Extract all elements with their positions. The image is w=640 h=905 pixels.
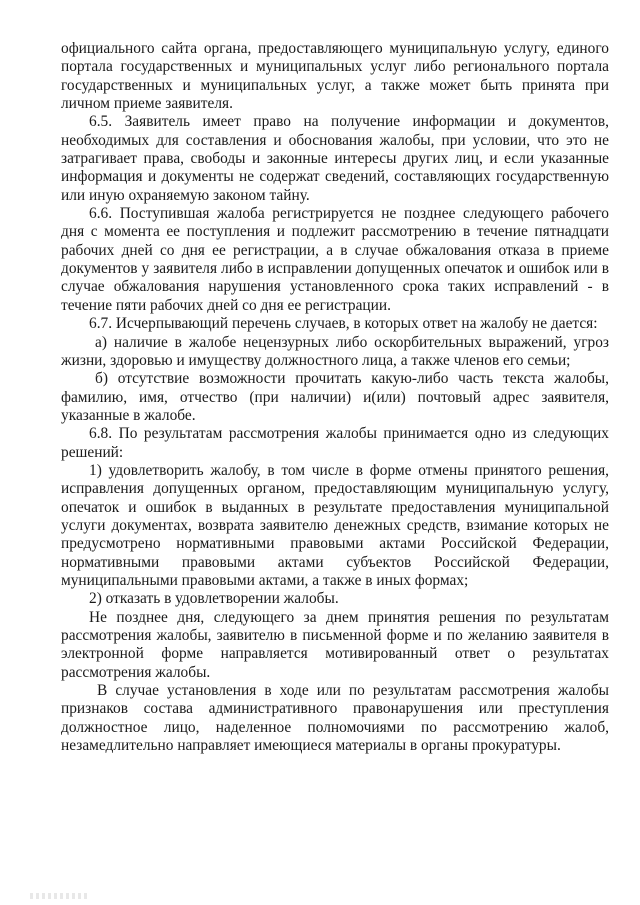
scan-artifact (30, 893, 90, 899)
list-item-b: б) отсутствие возможности прочитать какую-либо часть текста жалобы, фамилию, имя, отчество (при наличии) и(или) почтовый адрес заявителя, указанные в жалобе. (61, 370, 609, 424)
paragraph-6-6: 6.6. Поступившая жалоба регистрируется не позднее следующего рабочего дня с момента ее поступления и подлежит рассмотрению в течение пятнадцати рабочих дней со дня ее регистрации, а в случае обжалования отказа в приеме документов у заявителя либо в исправлении допущенных опечаток и ошибок или в случае обжалования нарушения установленного срока таких исправлений - в течение пяти рабочих дней со дня ее регистрации. (61, 205, 609, 314)
document-page (61, 40, 609, 755)
paragraph-6-7: 6.7. Исчерпывающий перечень случаев, в которых ответ на жалобу не дается: (89, 315, 598, 333)
list-item-a: а) наличие в жалобе нецензурных либо оскорбительных выражений, угроз жизни, здоровью и имуществу должностного лица, а также членов его семьи; (61, 333, 609, 369)
paragraph-6-8: 6.8. По результатам рассмотрения жалобы принимается одно из следующих решений: (61, 425, 609, 461)
list-item-2: 2) отказать в удовлетворении жалобы. (89, 590, 339, 608)
paragraph-6-5: 6.5. Заявитель имеет право на получение информации и документов, необходимых для составления и обоснования жалобы, при условии, что это не затрагивает права, свободы и законные интересы других лиц, и если указанные информация и документы не содержат сведений, составляющих государственную или иную охраняемую законом тайну. (61, 113, 609, 204)
paragraph-continuation: официального сайта органа, предоставляющего муниципальную услугу, единого портала государственных и муниципальных услуг либо регионального портала государственных и муниципальных услуг, а также может быть принята при личном приеме заявителя. (61, 40, 609, 113)
list-item-1: 1) удовлетворить жалобу, в том числе в форме отмены принятого решения, исправления допущенных органом, предоставляющим муниципальную услугу, опечаток и ошибок в выданных в результате предоставления муниципальной услуги документах, возврата заявителю денежных средств, взимание которых не предусмотрено нормативными правовыми актами Российской Федерации, нормативными правовыми актами субъектов Российской Федерации, муниципальными правовыми актами, а также в иных формах; (61, 461, 609, 589)
paragraph-response-deadline: Не позднее дня, следующего за днем принятия решения по результатам рассмотрения жалобы, заявителю в письменной форме и по желанию заявителя в электронной форме направляется мотивированный ответ о результатах рассмотрения жалобы. (61, 608, 609, 681)
paragraph-prosecution: В случае установления в ходе или по результатам рассмотрения жалобы признаков состава административного правонарушения или преступления должностное лицо, наделенное полномочиями по рассмотрению жалоб, незамедлительно направляет имеющиеся материалы в органы прокуратуры. (61, 682, 609, 755)
